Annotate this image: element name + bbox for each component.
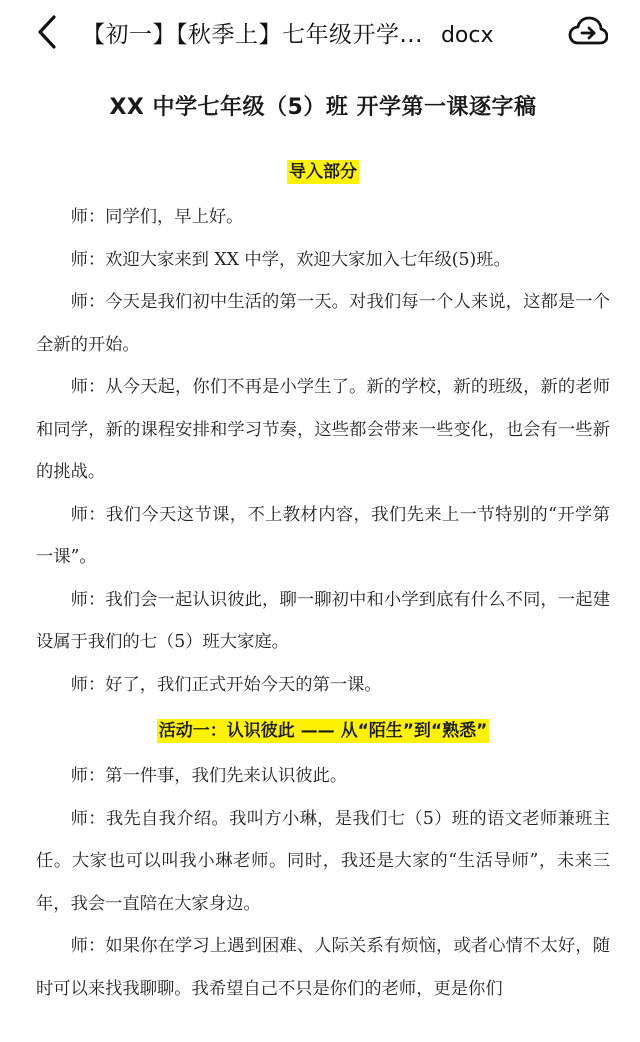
back-button[interactable] <box>36 12 66 52</box>
paragraph: 师：从今天起，你们不再是小学生了。新的学校，新的班级，新的老师和同学，新的课程安排和学习节奏，这些都会带来一些变化，也会有一些新的挑战。 <box>36 377 610 482</box>
document-body <box>0 90 640 1010</box>
section-title <box>36 157 610 182</box>
section-intro <box>36 157 610 706</box>
paragraph: 师：第一件事，我们先来认识彼此。 <box>70 766 348 786</box>
document-extension: docx <box>440 22 494 48</box>
section-activity-one <box>36 716 610 1010</box>
section-title-text: 导入部分 <box>289 162 357 182</box>
section-title <box>36 716 610 741</box>
paragraph: 师：如果你在学习上遇到困难、人际关系有烦恼，或者心情不太好，随时可以来找我聊聊。我希望自己不只是你们的老师，更是你们 <box>36 936 610 999</box>
top-toolbar <box>0 0 640 64</box>
document-title: 【初一】【秋季上】七年级开学... <box>82 21 423 48</box>
paragraph: 师：我先自我介绍。我叫方小琳，是我们七（5）班的语文老师兼班主任。大家也可以叫我小琳老师。同时，我还是大家的“生活导师”，未来三年，我会一直陪在大家身边。 <box>36 808 610 914</box>
paragraph: 师：好了，我们正式开始今天的第一课。 <box>70 674 382 695</box>
document-title-area <box>82 16 566 49</box>
document-heading: XX 中学七年级（5）班 开学第一课逐字稿 <box>109 95 537 120</box>
paragraph: 师：我们会一起认识彼此，聊一聊初中和小学到底有什么不同，一起建设属于我们的七（5）班大家庭。 <box>36 589 610 652</box>
section-title-text: 活动一：认识彼此 —— 从“陌生”到“熟悉” <box>158 721 488 741</box>
cloud-upload-button[interactable] <box>566 10 610 54</box>
cloud-upload-icon <box>568 15 608 49</box>
chevron-left-icon <box>36 14 58 50</box>
paragraph: 师：欢迎大家来到 XX 中学，欢迎大家加入七年级(5)班。 <box>70 249 511 270</box>
paragraph: 师：同学们，早上好。 <box>70 207 244 227</box>
paragraph: 师：今天是我们初中生活的第一天。对我们每一个人来说，这都是一个全新的开始。 <box>36 292 610 355</box>
paragraph: 师：我们今天这节课，不上教材内容，我们先来上一节特别的“开学第一课”。 <box>36 504 610 567</box>
